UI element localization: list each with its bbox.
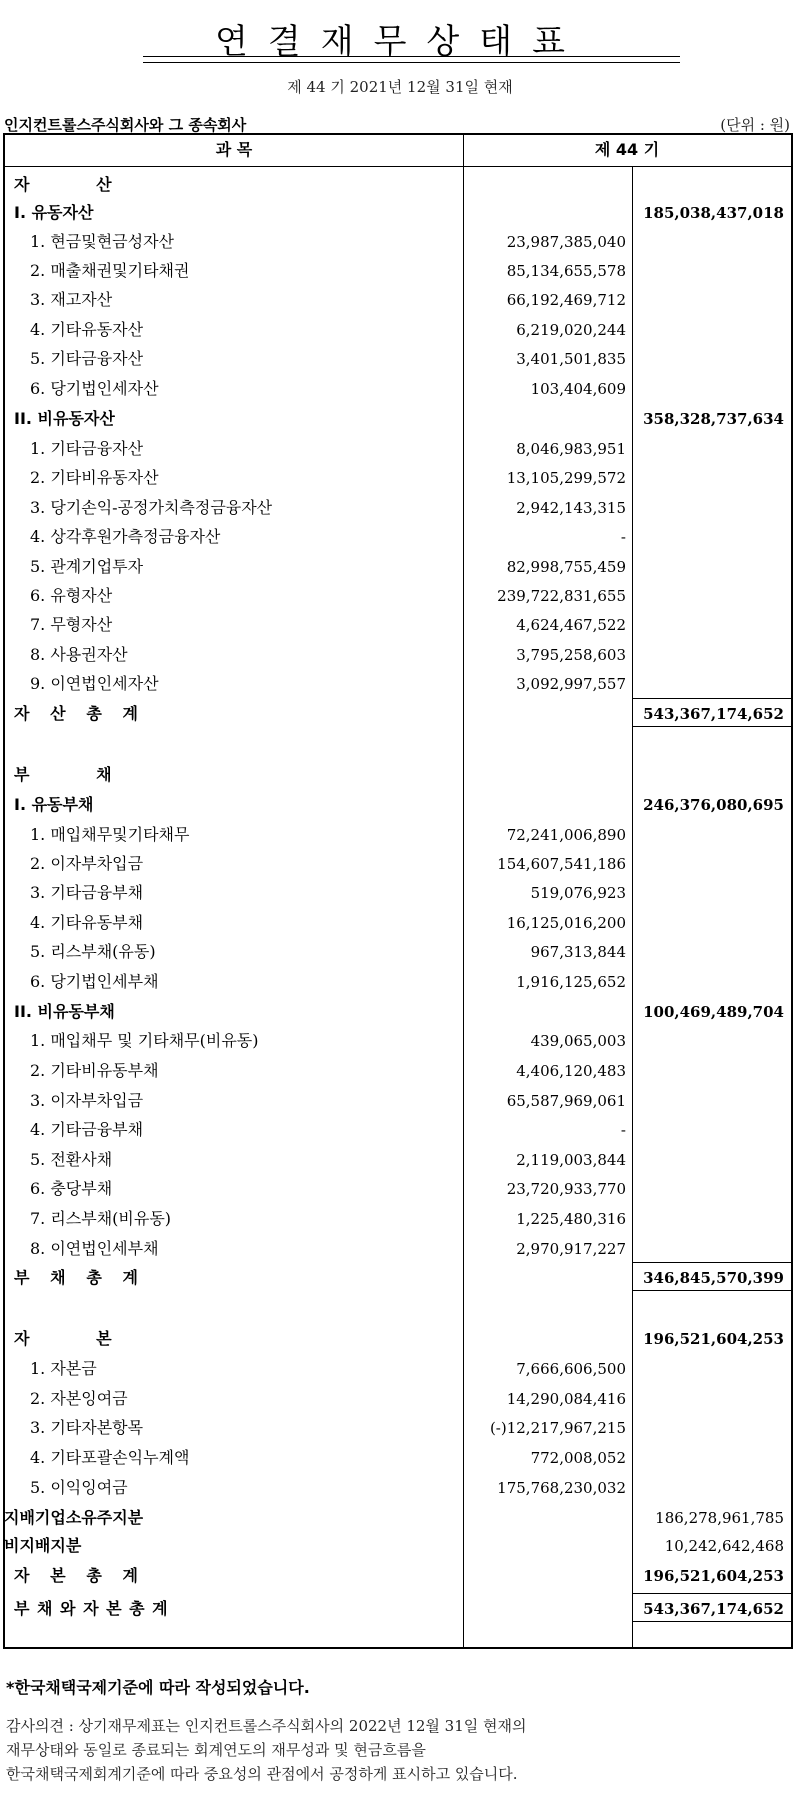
footnote: *한국채택국제기준에 따라 작성되었습니다.: [6, 1678, 310, 1697]
statement-row: [0, 1235, 800, 1263]
statement-row: [0, 850, 800, 878]
statement-row: [0, 316, 800, 344]
statement-row: [0, 1264, 800, 1292]
row-amount-detail: 519,076,923: [530, 884, 626, 902]
row-label: 6. 당기법인세부채: [30, 972, 159, 991]
row-amount-total: 186,278,961,785: [655, 1509, 784, 1527]
row-amount-total: 346,845,570,399: [643, 1269, 784, 1287]
title-underline: [143, 56, 680, 57]
row-amount-detail: 1,225,480,316: [516, 1210, 626, 1228]
statement-row: [0, 938, 800, 966]
statement-row: [0, 1057, 800, 1085]
row-amount-total: 543,367,174,652: [643, 705, 784, 723]
statement-row: [0, 1027, 800, 1055]
statement-row: [0, 435, 800, 463]
audit-line: 한국채택국제회계기준에 따라 중요성의 관점에서 공정하게 표시하고 있습니다.: [6, 1765, 518, 1783]
row-label: II. 비유동부채: [14, 1002, 115, 1021]
statement-row: [0, 1325, 800, 1353]
statement-row: [0, 199, 800, 227]
row-amount-total: 10,242,642,468: [664, 1537, 784, 1555]
audit-line: 감사의견 : 상기재무제표는 인지컨트롤스주식회사의 2022년 12월 31일 현재의: [6, 1717, 527, 1735]
statement-row: [0, 494, 800, 522]
row-label: 비지배지분: [4, 1536, 82, 1555]
row-amount-detail: 772,008,052: [530, 1449, 626, 1467]
row-amount-detail: 2,970,917,227: [516, 1240, 626, 1258]
statement-row: [0, 582, 800, 610]
statement-row: [0, 464, 800, 492]
total-rule: [632, 1262, 791, 1263]
row-amount-detail: -: [620, 1121, 626, 1139]
row-label: 3. 기타자본항목: [30, 1418, 144, 1437]
row-amount-detail: 7,666,606,500: [516, 1360, 626, 1378]
row-amount-detail: 239,722,831,655: [497, 587, 626, 605]
header-period: 제 44 기: [594, 140, 660, 159]
row-label: 5. 관계기업투자: [30, 557, 144, 576]
statement-row: [0, 1116, 800, 1144]
row-label: 4. 기타유동부채: [30, 913, 144, 932]
row-label: 2. 자본잉여금: [30, 1389, 128, 1408]
row-amount-detail: 967,313,844: [530, 943, 626, 961]
row-label: 9. 이연법인세자산: [30, 674, 159, 693]
statement-row: [0, 1474, 800, 1502]
row-amount-total: 543,367,174,652: [643, 1600, 784, 1618]
row-label: 3. 이자부차입금: [30, 1091, 144, 1110]
row-amount-total: 196,521,604,253: [643, 1567, 784, 1585]
row-amount-detail: (-)12,217,967,215: [489, 1419, 626, 1437]
row-label: 3. 기타금융부채: [30, 883, 144, 902]
row-label: 부 채 총 계: [14, 1268, 139, 1287]
row-label: 2. 매출채권및기타채권: [30, 261, 190, 280]
row-amount-detail: 6,219,020,244: [516, 321, 626, 339]
statement-row: [0, 228, 800, 256]
statement-row: [0, 611, 800, 639]
row-label: 6. 유형자산: [30, 586, 113, 605]
title-underline: [143, 62, 680, 63]
company-name: 인지컨트롤스주식회사와 그 종속회사: [4, 116, 247, 134]
statement-row: [0, 257, 800, 285]
row-label: I. 유동부채: [14, 795, 94, 814]
statement-row: [0, 345, 800, 373]
statement-row: [0, 1532, 800, 1560]
header-divider: [5, 166, 791, 167]
row-amount-detail: 3,401,501,835: [516, 350, 626, 368]
row-label: 8. 이연법인세부채: [30, 1239, 159, 1258]
row-label: 5. 기타금융자산: [30, 349, 144, 368]
statement-row: [0, 1205, 800, 1233]
statement-row: [0, 670, 800, 698]
statement-row: [0, 1562, 800, 1590]
period-text: 제 44 기 2021년 12월 31일 현재: [287, 78, 513, 96]
row-amount-total: 100,469,489,704: [643, 1003, 784, 1021]
row-amount-detail: 85,134,655,578: [506, 262, 626, 280]
statement-row: [0, 909, 800, 937]
audit-line: 재무상태와 동일로 종료되는 회계연도의 재무성과 및 현금흐름을: [6, 1741, 426, 1759]
total-rule: [632, 1290, 791, 1291]
total-rule: [632, 1593, 791, 1594]
row-label: 6. 충당부채: [30, 1179, 113, 1198]
row-label: 5. 리스부채(유동): [30, 942, 156, 961]
row-label: 4. 기타유동자산: [30, 320, 144, 339]
statement-row: [0, 1595, 800, 1623]
row-label: 1. 기타금융자산: [30, 439, 144, 458]
row-label: 자 본 총 계: [14, 1566, 139, 1585]
document-title: 연결재무상태표: [215, 22, 585, 62]
row-amount-detail: 65,587,969,061: [506, 1092, 626, 1110]
row-amount-detail: 13,105,299,572: [506, 469, 626, 487]
row-label: 5. 이익잉여금: [30, 1478, 128, 1497]
statement-row: [0, 171, 800, 199]
total-rule: [632, 698, 791, 699]
total-rule: [632, 1621, 791, 1622]
statement-row: [0, 1175, 800, 1203]
statement-row: [0, 1087, 800, 1115]
row-amount-detail: 4,624,467,522: [516, 616, 626, 634]
row-label: 1. 현금및현금성자산: [30, 232, 174, 251]
statement-row: [0, 641, 800, 669]
statement-row: [0, 968, 800, 996]
statement-row: [0, 761, 800, 789]
row-amount-total: 196,521,604,253: [643, 1330, 784, 1348]
row-label: 자 산 총 계: [14, 704, 139, 723]
row-amount-detail: 1,916,125,652: [516, 973, 626, 991]
statement-row: [0, 1385, 800, 1413]
row-amount-detail: 8,046,983,951: [516, 440, 626, 458]
row-amount-detail: 66,192,469,712: [506, 291, 626, 309]
row-label: 자 산: [14, 175, 113, 194]
statement-row: [0, 821, 800, 849]
row-amount-detail: 16,125,016,200: [506, 914, 626, 932]
statement-row: [0, 523, 800, 551]
row-amount-detail: 14,290,084,416: [506, 1390, 626, 1408]
row-label: 4. 상각후원가측정금융자산: [30, 527, 221, 546]
statement-row: [0, 1414, 800, 1442]
statement-row: [0, 375, 800, 403]
row-amount-detail: 82,998,755,459: [506, 558, 626, 576]
statement-row: [0, 553, 800, 581]
row-amount-total: 246,376,080,695: [643, 796, 784, 814]
row-amount-total: 185,038,437,018: [643, 204, 784, 222]
statement-row: [0, 405, 800, 433]
row-amount-detail: 4,406,120,483: [516, 1062, 626, 1080]
statement-row: [0, 998, 800, 1026]
row-amount-detail: -: [620, 528, 626, 546]
audit-opinion: [6, 1714, 786, 1786]
row-amount-detail: 2,942,143,315: [516, 499, 626, 517]
row-label: 2. 이자부차입금: [30, 854, 144, 873]
statement-row: [0, 791, 800, 819]
row-label: 2. 기타비유동부채: [30, 1061, 159, 1080]
row-label: 4. 기타금융부채: [30, 1120, 144, 1139]
row-amount-detail: 175,768,230,032: [497, 1479, 626, 1497]
row-label: 지배기업소유주지분: [4, 1508, 144, 1527]
row-amount-detail: 72,241,006,890: [506, 826, 626, 844]
row-label: 7. 무형자산: [30, 615, 113, 634]
total-rule: [632, 726, 791, 727]
row-label: 8. 사용권자산: [30, 645, 128, 664]
row-label: 부 채: [14, 765, 113, 784]
row-label: II. 비유동자산: [14, 409, 115, 428]
statement-row: [0, 1504, 800, 1532]
row-label: 2. 기타비유동자산: [30, 468, 159, 487]
row-amount-detail: 154,607,541,186: [497, 855, 626, 873]
row-label: 3. 당기손익-공정가치측정금융자산: [30, 498, 273, 517]
row-label: 1. 매입채무 및 기타채무(비유동): [30, 1031, 259, 1050]
row-label: 부 채 와 자 본 총 계: [14, 1599, 169, 1618]
row-label: 3. 재고자산: [30, 290, 113, 309]
row-amount-detail: 3,092,997,557: [516, 675, 626, 693]
row-label: 6. 당기법인세자산: [30, 379, 159, 398]
statement-row: [0, 1444, 800, 1472]
statement-row: [0, 879, 800, 907]
row-amount-detail: 23,987,385,040: [506, 233, 626, 251]
row-label: 1. 매입채무및기타채무: [30, 825, 190, 844]
statement-row: [0, 1146, 800, 1174]
statement-row: [0, 700, 800, 728]
row-amount-detail: 23,720,933,770: [506, 1180, 626, 1198]
row-amount-detail: 2,119,003,844: [516, 1151, 626, 1169]
row-label: 1. 자본금: [30, 1359, 97, 1378]
row-label: I. 유동자산: [14, 203, 94, 222]
row-amount-detail: 103,404,609: [530, 380, 626, 398]
row-label: 5. 전환사채: [30, 1150, 113, 1169]
row-amount-total: 358,328,737,634: [643, 410, 784, 428]
row-label: 자 본: [14, 1329, 113, 1348]
unit-label: (단위 : 원): [720, 116, 790, 134]
header-account: 과 목: [215, 140, 253, 159]
row-label: 7. 리스부채(비유동): [30, 1209, 172, 1228]
row-amount-detail: 3,795,258,603: [516, 646, 626, 664]
row-label: 4. 기타포괄손익누계액: [30, 1448, 190, 1467]
statement-row: [0, 286, 800, 314]
row-amount-detail: 439,065,003: [530, 1032, 626, 1050]
statement-row: [0, 1355, 800, 1383]
